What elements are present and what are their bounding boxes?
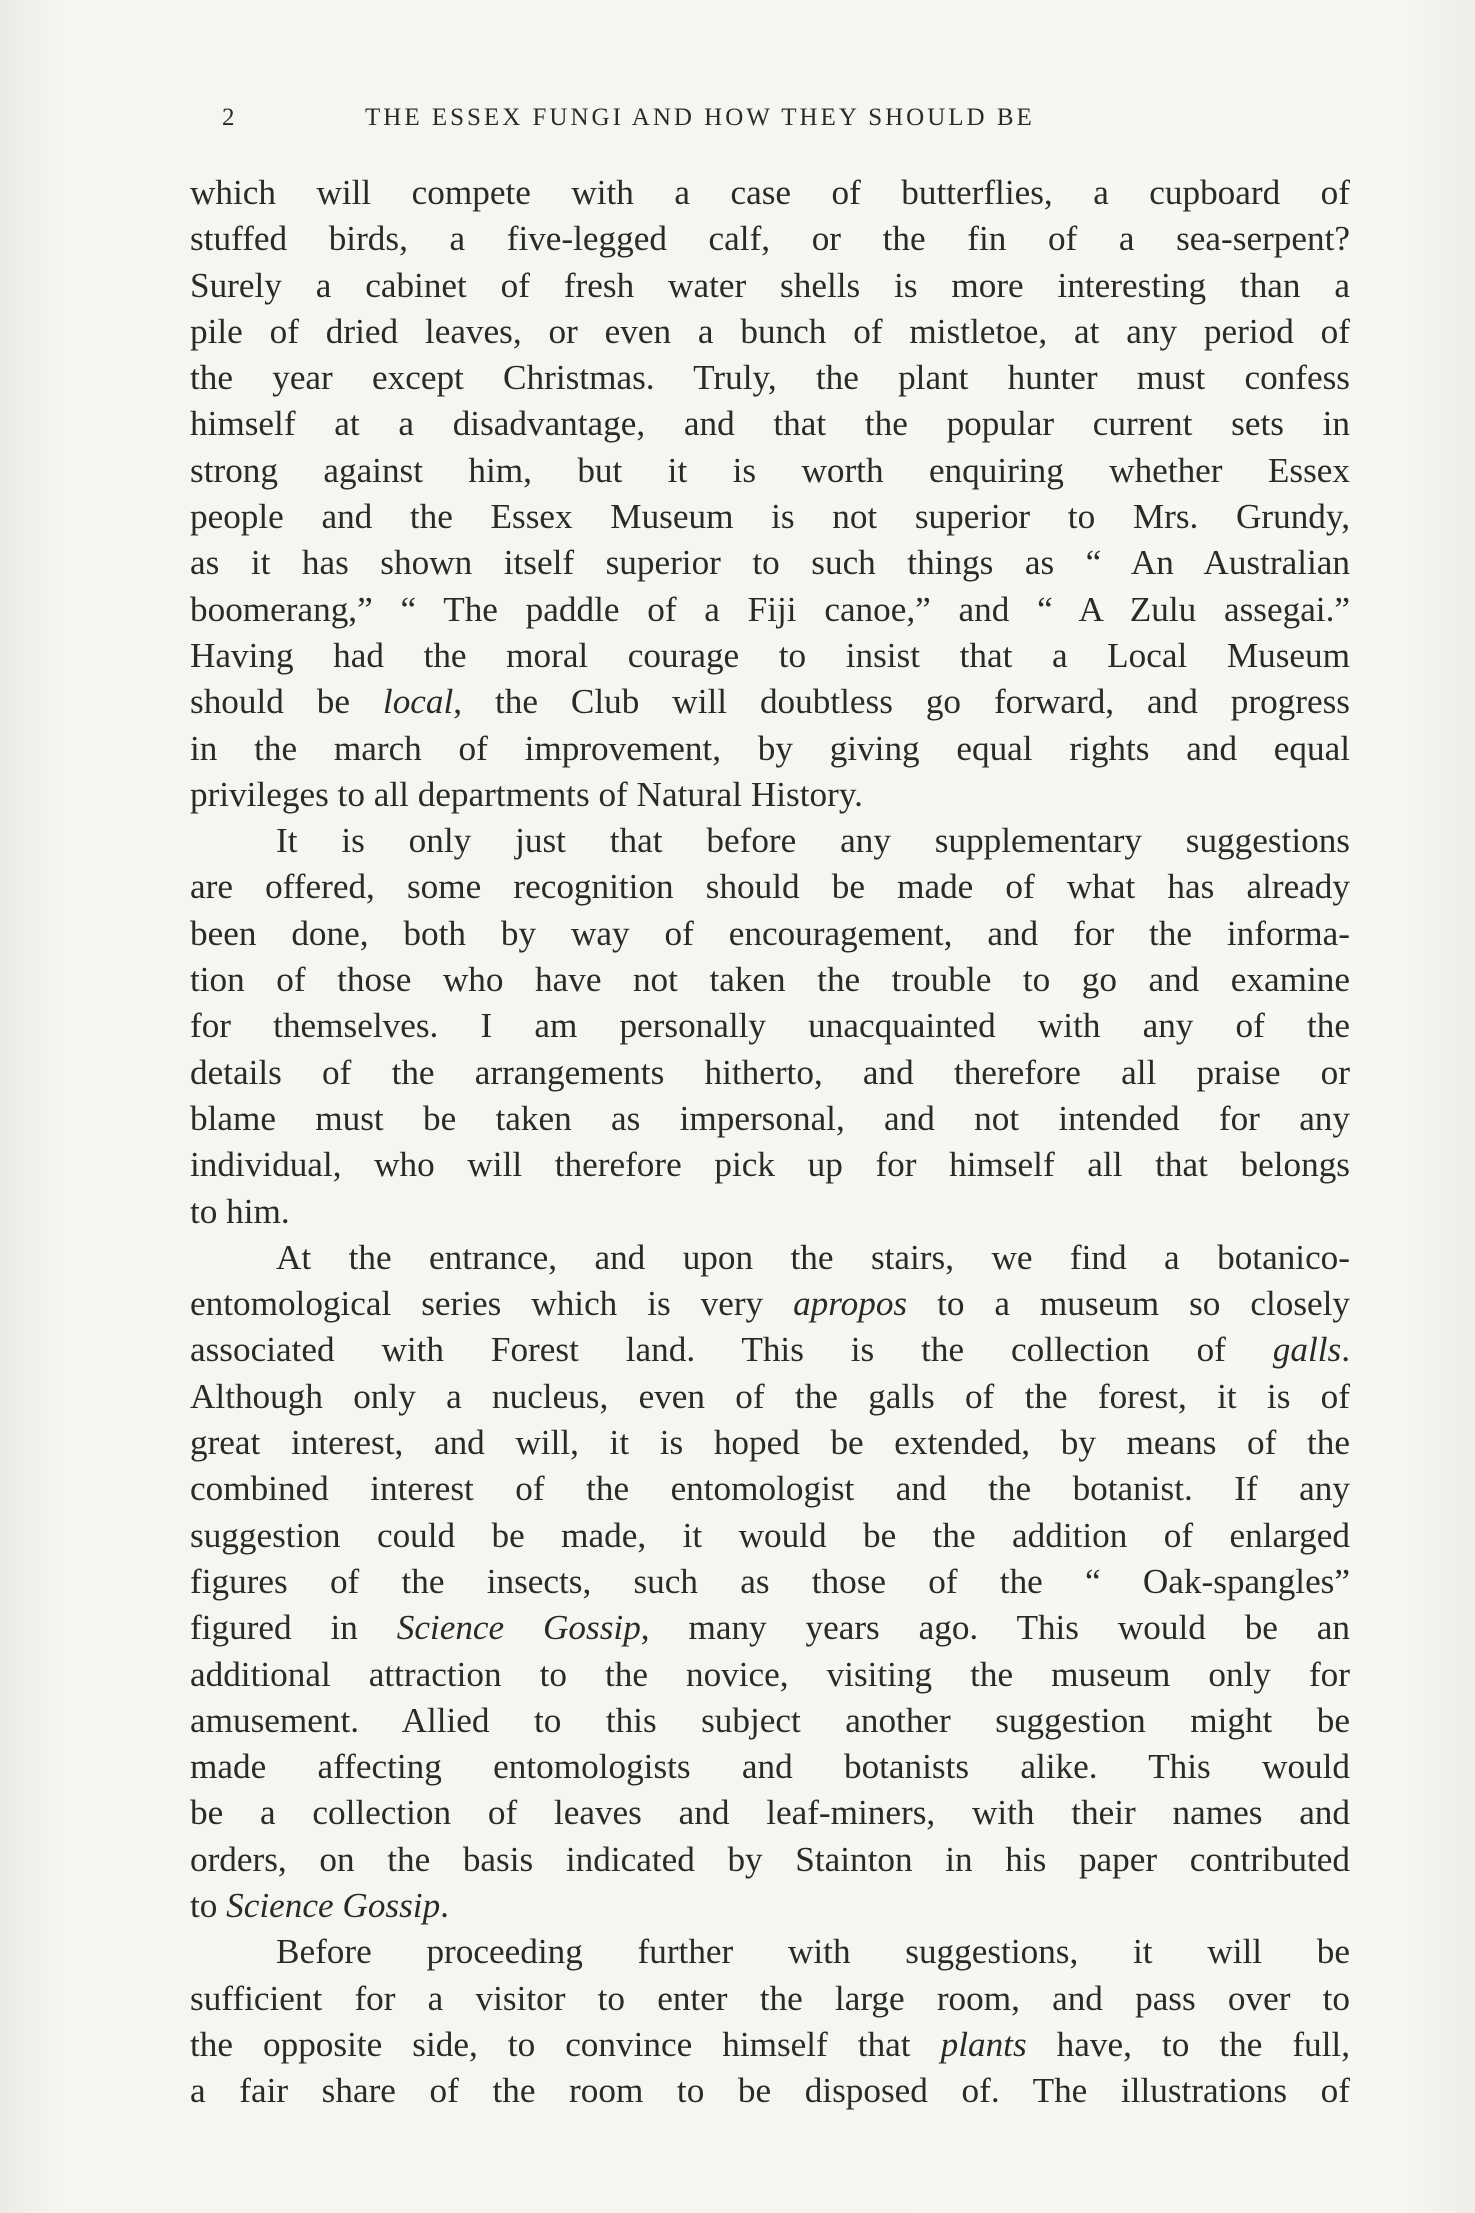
text-run: combined interest of the entomologist and the botanist. If any: [190, 1469, 1350, 1509]
text-line: [190, 587, 1350, 633]
text-run: , many years ago. This would be an: [640, 1608, 1350, 1648]
page-number: 2: [222, 104, 238, 131]
text-run: amusement. Allied to this subject another suggestion might be: [190, 1700, 1350, 1740]
text-run: pile of dried leaves, or even a bunch of mistletoe, at any period of: [190, 311, 1350, 351]
text-run: the year except Christmas. Truly, the plant hunter must confess: [190, 358, 1350, 398]
text-line: [190, 1235, 1350, 1281]
text-run: At the entrance, and upon the stairs, we find a botanico-: [276, 1237, 1350, 1277]
text-line: [190, 1281, 1350, 1327]
text-line: [190, 1096, 1350, 1142]
italic-text: plants: [940, 2024, 1027, 2064]
text-run: tion of those who have not taken the trouble to go and examine: [190, 960, 1350, 1000]
text-line: [190, 1327, 1350, 1373]
running-title: THE ESSEX FUNGI AND HOW THEY SHOULD BE: [365, 104, 1035, 131]
text-line: [190, 1189, 1350, 1235]
text-run: should be: [190, 682, 383, 722]
running-head: [222, 104, 1222, 144]
paragraph: [190, 1235, 1350, 1929]
text-line: [190, 1559, 1350, 1605]
text-line: [190, 1466, 1350, 1512]
text-run: made affecting entomologists and botanists alike. This would: [190, 1747, 1350, 1787]
text-run: It is only just that before any supplementary suggestions: [276, 821, 1350, 861]
text-run: are offered, some recognition should be made of what has already: [190, 867, 1350, 907]
text-line: [190, 401, 1350, 447]
text-line: [190, 1374, 1350, 1420]
paragraph: [190, 818, 1350, 1235]
text-line: [190, 726, 1350, 772]
text-run: great interest, and will, it is hoped be extended, by means of the: [190, 1423, 1350, 1463]
text-run: Although only a nucleus, even of the galls of the forest, it is of: [190, 1376, 1350, 1416]
text-line: [190, 2068, 1350, 2114]
text-run: figures of the insects, such as those of the “ Oak-spangles”: [190, 1561, 1350, 1601]
text-run: additional attraction to the novice, visiting the museum only for: [190, 1654, 1350, 1694]
text-run: Before proceeding further with suggestions, it will be: [276, 1932, 1350, 1972]
text-run: figured in: [190, 1608, 397, 1648]
text-line: [190, 1050, 1350, 1096]
text-line: [190, 1883, 1350, 1929]
text-line: [190, 1698, 1350, 1744]
text-line: [190, 1605, 1350, 1651]
text-run: as it has shown itself superior to such things as “ An Australian: [190, 543, 1350, 583]
text-run: blame must be taken as impersonal, and not intended for any: [190, 1098, 1350, 1138]
text-run: for themselves. I am personally unacquainted with any of the: [190, 1006, 1350, 1046]
text-run: stuffed birds, a five-legged calf, or the fin of a sea-serpent?: [190, 219, 1350, 259]
text-line: [190, 355, 1350, 401]
text-run: in the march of improvement, by giving equal rights and equal: [190, 728, 1350, 768]
text-line: [190, 1744, 1350, 1790]
text-run: sufficient for a visitor to enter the large room, and pass over to: [190, 1978, 1350, 2018]
text-run: people and the Essex Museum is not superior to Mrs. Grundy,: [190, 497, 1350, 537]
text-run: individual, who will therefore pick up for himself all that belongs: [190, 1145, 1350, 1185]
text-run: himself at a disadvantage, and that the popular current sets in: [190, 404, 1350, 444]
text-line: [190, 1142, 1350, 1188]
text-run: to him.: [190, 1191, 290, 1231]
text-line: [190, 1003, 1350, 1049]
text-run: , the Club will doubtless go forward, and progress: [453, 682, 1350, 722]
italic-text: galls: [1272, 1330, 1342, 1370]
text-line: [190, 1420, 1350, 1466]
italic-text: local: [382, 682, 454, 722]
text-run: details of the arrangements hitherto, and therefore all praise or: [190, 1052, 1350, 1092]
text-line: [190, 263, 1350, 309]
text-line: [190, 2022, 1350, 2068]
text-line: [190, 1513, 1350, 1559]
text-run: be a collection of leaves and leaf-miners, with their names and: [190, 1793, 1350, 1833]
text-run: privileges to all departments of Natural History.: [190, 774, 863, 814]
text-line: [190, 309, 1350, 355]
text-run: to: [190, 1885, 227, 1925]
text-run: .: [1341, 1330, 1350, 1370]
body-text: [190, 170, 1350, 2114]
text-line: [190, 448, 1350, 494]
italic-text: Science Gossip: [396, 1608, 641, 1648]
text-run: suggestion could be made, it would be the addition of enlarged: [190, 1515, 1350, 1555]
text-line: [190, 1929, 1350, 1975]
text-run: strong against him, but it is worth enquiring whether Essex: [190, 450, 1350, 490]
text-run: a fair share of the room to be disposed of. The illustrations of: [190, 2071, 1350, 2111]
text-line: [190, 679, 1350, 725]
text-run: associated with Forest land. This is the collection of: [190, 1330, 1273, 1370]
text-run: orders, on the basis indicated by Stainton in his paper contributed: [190, 1839, 1350, 1879]
text-line: [190, 818, 1350, 864]
text-line: [190, 1976, 1350, 2022]
text-line: [190, 540, 1350, 586]
text-run: the opposite side, to convince himself that: [190, 2024, 941, 2064]
text-line: [190, 633, 1350, 679]
text-run: entomological series which is very: [190, 1284, 794, 1324]
text-run: Surely a cabinet of fresh water shells is more interesting than a: [190, 265, 1350, 305]
text-line: [190, 216, 1350, 262]
text-run: .: [440, 1885, 449, 1925]
text-run: been done, both by way of encouragement, and for the informa-: [190, 913, 1350, 953]
text-run: boomerang,” “ The paddle of a Fiji canoe,” and “ A Zulu assegai.”: [190, 589, 1350, 629]
text-line: [190, 1652, 1350, 1698]
text-run: to a museum so closely: [907, 1284, 1350, 1324]
text-line: [190, 957, 1350, 1003]
text-line: [190, 170, 1350, 216]
paragraph: [190, 170, 1350, 818]
text-line: [190, 772, 1350, 818]
italic-text: Science Gossip: [226, 1885, 441, 1925]
text-run: Having had the moral courage to insist that a Local Museum: [190, 635, 1350, 675]
text-line: [190, 1790, 1350, 1836]
paragraph: [190, 1929, 1350, 2114]
italic-text: apropos: [793, 1284, 908, 1324]
text-run: have, to the full,: [1026, 2024, 1350, 2064]
text-line: [190, 494, 1350, 540]
text-line: [190, 911, 1350, 957]
text-line: [190, 1837, 1350, 1883]
text-run: which will compete with a case of butterflies, a cupboard of: [190, 173, 1350, 212]
text-line: [190, 864, 1350, 910]
